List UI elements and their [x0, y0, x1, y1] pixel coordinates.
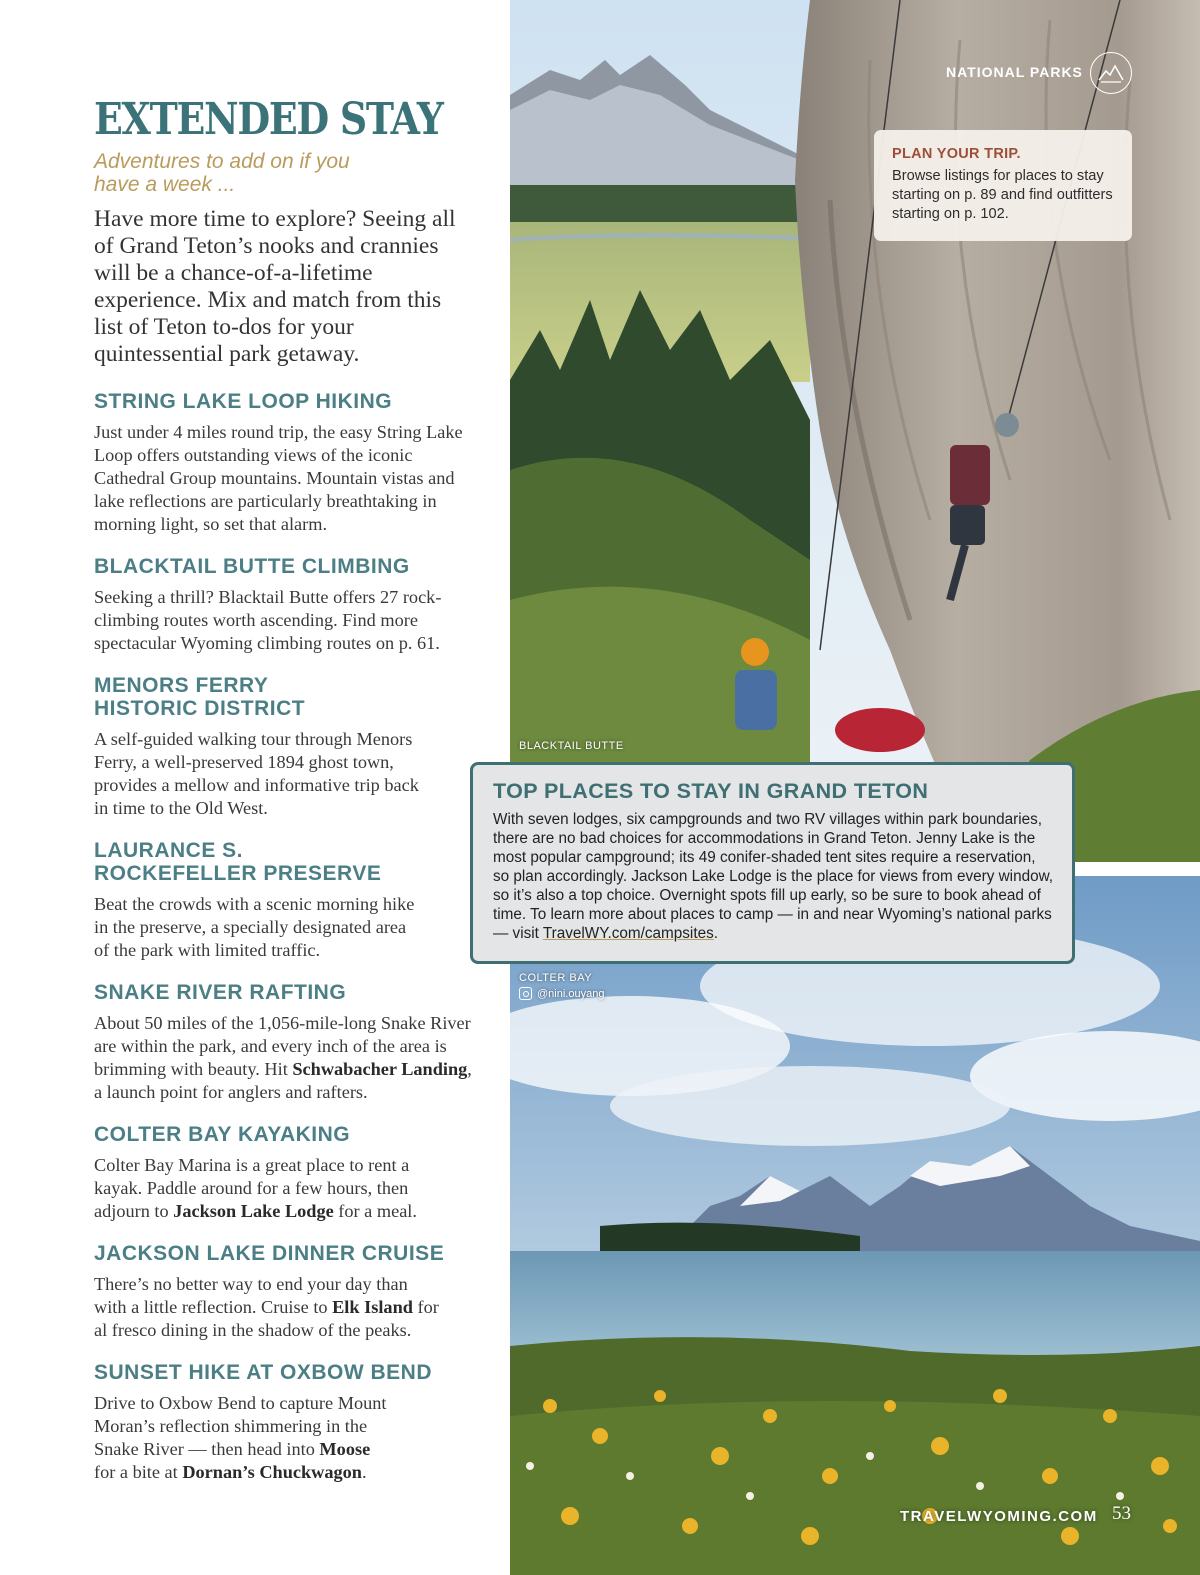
- section-body: Seeking a thrill? Blacktail Butte offers 27 rock-climbing routes worth ascending. Find more spectacular Wyoming climbing routes on p. 61.: [94, 587, 442, 653]
- instagram-icon: [519, 987, 532, 1000]
- footer-site-url: TRAVELWYOMING.COM: [900, 1508, 1098, 1525]
- section-heading: BLACKTAIL BUTTE CLIMBING: [94, 555, 410, 578]
- article-column: [94, 92, 474, 1503]
- campsites-link[interactable]: TravelWY.com/campsites: [542, 925, 714, 942]
- section-heading: MENORS FERRY HISTORIC DISTRICT: [94, 674, 306, 720]
- body-text: About 50 miles of the 1,056-mile-long Snake River are within the park, and every inch of the area is brimming with beauty. Hit: [94, 1013, 471, 1079]
- section-blacktail-butte: [94, 555, 474, 655]
- top-places-heading: TOP PLACES TO STAY IN GRAND TETON: [493, 779, 929, 803]
- section-string-lake: [94, 390, 474, 536]
- section-jackson-lake-cruise: [94, 1242, 474, 1342]
- section-colter-bay: [94, 1123, 474, 1223]
- page-subtitle: Adventures to add on if you have a week ...: [94, 150, 350, 196]
- section-rockefeller-preserve: [94, 839, 474, 962]
- colter-bay-photo: [510, 876, 1200, 1575]
- top-places-box: [470, 762, 1075, 964]
- section-body: [94, 1154, 424, 1223]
- mountain-logo-icon: [1090, 52, 1132, 94]
- section-body: Just under 4 miles round trip, the easy String Lake Loop offers outstanding views of the iconic Cathedral Group mountains. Mountain vistas and lake reflections are particularly breathtaking in morning light, so set that alarm.: [94, 422, 463, 534]
- section-body: [94, 1012, 474, 1104]
- section-body: A self-guided walking tour through Menors Ferry, a well-preserved 1894 ghost town, provides a mellow and informative trip back in time to the Old West.: [94, 729, 419, 818]
- section-body: [94, 1392, 394, 1484]
- section-heading: LAURANCE S. ROCKEFELLER PRESERVE: [94, 839, 382, 885]
- body-bold: Moose: [319, 1439, 371, 1459]
- photo-credit: [519, 987, 604, 1000]
- body-text: Colter Bay Marina is a great place to rent a kayak. Paddle around for a few hours, then adjourn to: [94, 1155, 410, 1221]
- section-heading: STRING LAKE LOOP HIKING: [94, 390, 393, 413]
- section-oxbow-bend: [94, 1361, 474, 1484]
- section-snake-river: [94, 981, 474, 1104]
- instagram-handle: @nini.ouyang: [537, 987, 605, 1000]
- section-menors-ferry: [94, 674, 474, 820]
- section-body: Beat the crowds with a scenic morning hike in the preserve, a specially designated area of the park with limited traffic.: [94, 894, 415, 960]
- body-text: .: [361, 1462, 367, 1482]
- section-body: [94, 1273, 444, 1342]
- top-photo-caption: BLACKTAIL BUTTE: [519, 740, 624, 752]
- intro-paragraph: Have more time to explore? Seeing all of Grand Teton’s nooks and crannies will be a chance-of-a-lifetime experience. Mix and match from this list of Teton to-dos for your quintessential park getaway.: [94, 206, 456, 367]
- body-text: There’s no better way to end your day than with a little reflection. Cruise to: [94, 1274, 408, 1317]
- body-bold: Schwabacher Landing: [292, 1059, 468, 1079]
- bottom-photo-caption: COLTER BAY: [519, 972, 593, 984]
- body-bold: Jackson Lake Lodge: [173, 1201, 334, 1221]
- body-text: , a launch point for anglers and rafters.: [94, 1059, 472, 1102]
- plan-trip-heading: PLAN YOUR TRIP.: [892, 146, 1021, 162]
- section-heading: JACKSON LAKE DINNER CRUISE: [94, 1242, 445, 1265]
- section-label: NATIONAL PARKS: [946, 64, 1083, 80]
- body-text: With seven lodges, six campgrounds and two RV villages within park boundaries, there are no bad choices for accommodations in Grand Teton. Jenny Lake is the most popular campground; its 49 conifer-shaded tent sites require a reservation, so plan accordingly. Jackson Lake Lodge is the place for views from every window, so it’s also a top choice. Overnight spots fill up early, so be sure to book ahead of time. To learn more about places to camp — in and near Wyoming’s national parks — visit: [493, 811, 1054, 942]
- top-places-body: [493, 810, 1054, 943]
- page-title: EXTENDED STAY: [94, 94, 443, 145]
- section-heading: COLTER BAY KAYAKING: [94, 1123, 351, 1146]
- body-text: for al fresco dining in the shadow of the peaks.: [94, 1297, 439, 1340]
- body-bold: Dornan’s Chuckwagon: [182, 1462, 362, 1482]
- body-text: for a bite at: [94, 1462, 183, 1482]
- body-text: for a meal.: [333, 1201, 417, 1221]
- plan-trip-body: Browse listings for places to stay starting on p. 89 and find outfitters starting on p. 102.: [892, 168, 1113, 222]
- section-heading: SUNSET HIKE AT OXBOW BEND: [94, 1361, 433, 1384]
- page-number: 53: [1112, 1503, 1131, 1524]
- plan-trip-box: [874, 130, 1132, 241]
- body-text: Drive to Oxbow Bend to capture Mount Moran’s reflection shimmering in the Snake River — then head into: [94, 1393, 387, 1459]
- body-text: .: [713, 925, 718, 942]
- section-heading: SNAKE RIVER RAFTING: [94, 981, 347, 1004]
- body-bold: Elk Island: [332, 1297, 413, 1317]
